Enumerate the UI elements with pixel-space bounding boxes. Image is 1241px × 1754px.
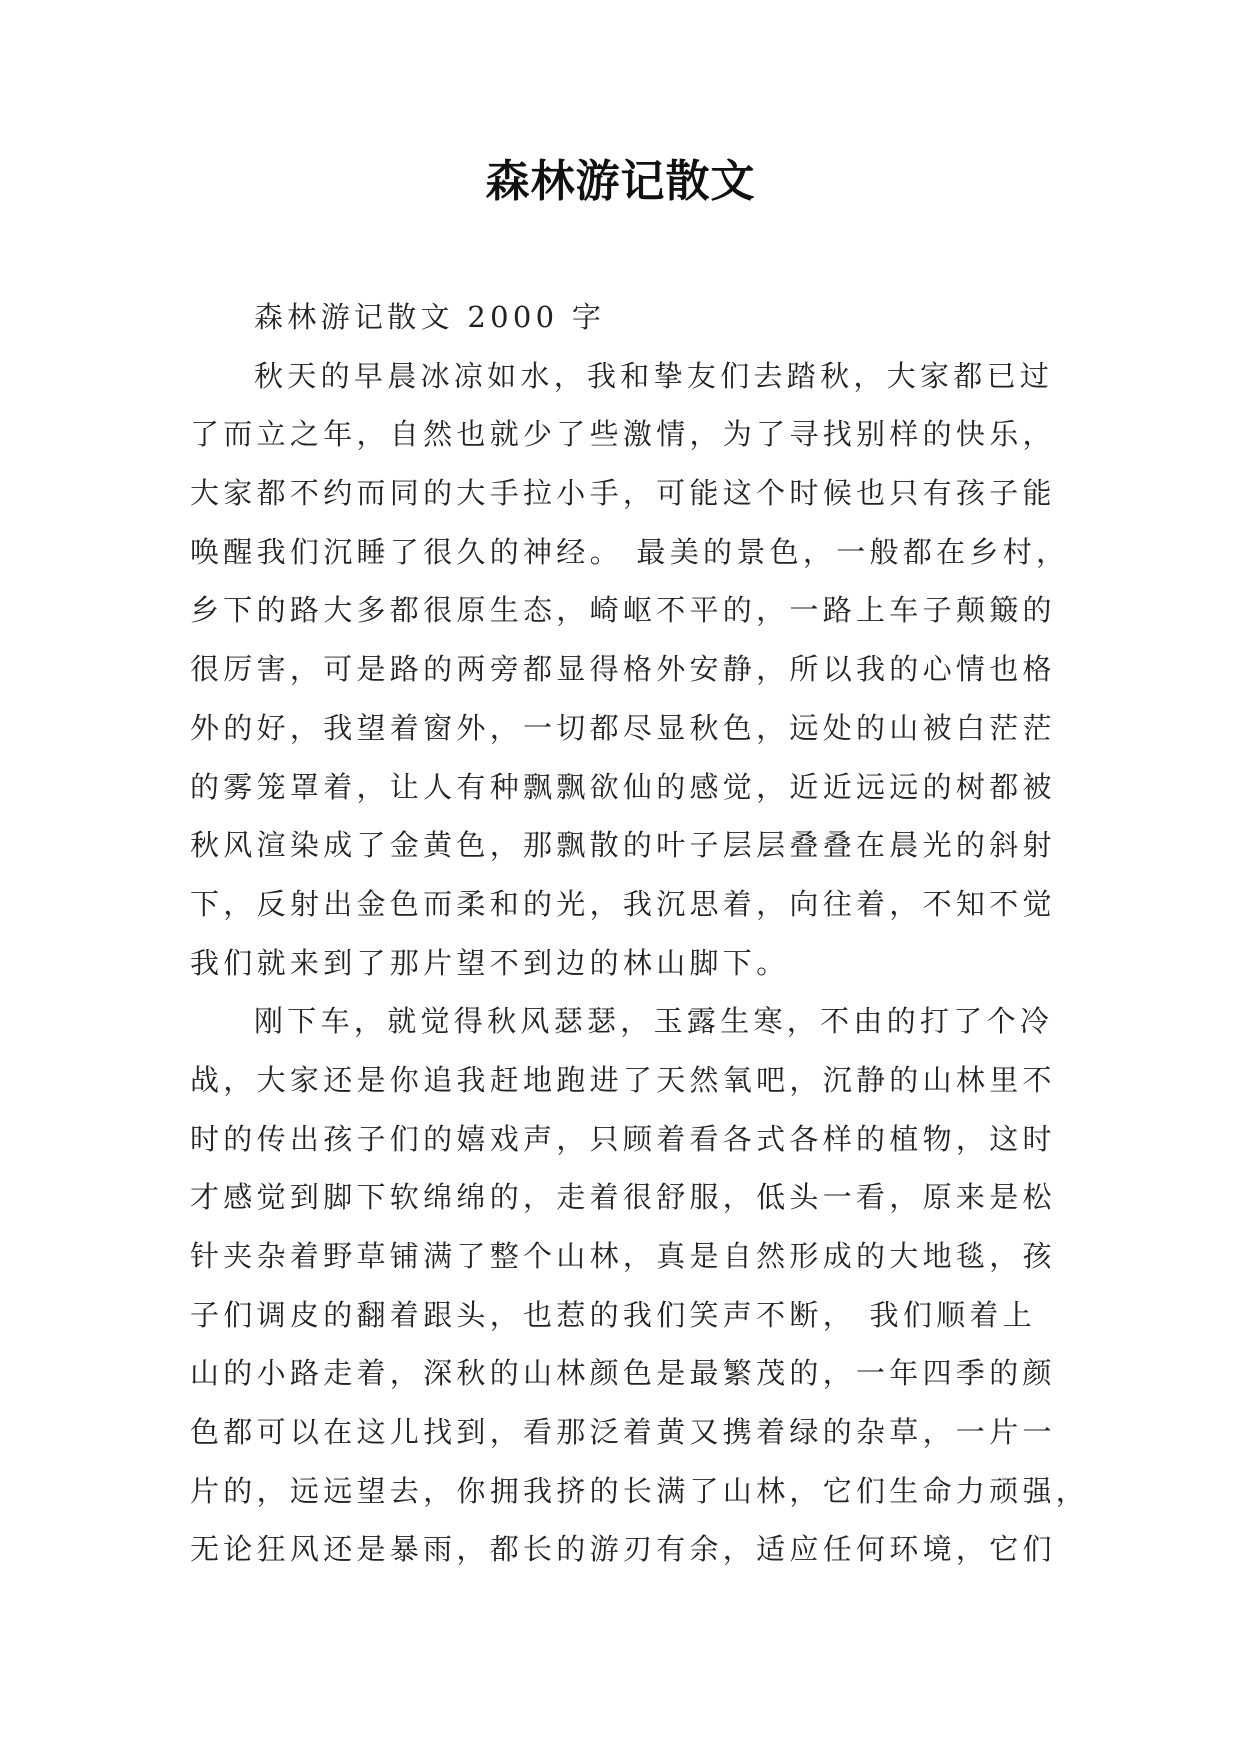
paragraph-line: 秋风渲染成了金黄色，那飘散的叶子层层叠叠在晨光的斜射 [190, 828, 1056, 863]
paragraph-line: 山的小路走着，深秋的山林颜色是最繁茂的，一年四季的颜 [190, 1356, 1056, 1391]
paragraph-line: 的雾笼罩着，让人有种飘飘欲仙的感觉，近近远远的树都被 [190, 769, 1056, 804]
paragraph-line: 大家都不约而同的大手拉小手，可能这个时候也只有孩子能 [190, 476, 1056, 511]
paragraph-line: 秋天的早晨冰凉如水，我和挚友们去踏秋，大家都已过 [254, 358, 1054, 393]
paragraph-line: 我们就来到了那片望不到边的林山脚下。 [190, 945, 790, 980]
paragraph-line: 乡下的路大多都很原生态，崎岖不平的，一路上车子颠簸的 [190, 593, 1056, 628]
paragraph-line: 下，反射出金色而柔和的光，我沉思着，向往着，不知不觉 [190, 886, 1056, 921]
paragraph-line: 外的好，我望着窗外，一切都尽显秋色，远处的山被白茫茫 [190, 710, 1056, 745]
paragraph-line: 战，大家还是你追我赶地跑进了天然氧吧，沉静的山林里不 [190, 1062, 1056, 1097]
document-title: 森林游记散文 [485, 156, 756, 207]
paragraph-line: 时的传出孩子们的嬉戏声，只顾着看各式各样的植物，这时 [190, 1121, 1056, 1156]
paragraph-line: 唤醒我们沉睡了很久的神经。 最美的景色，一般都在乡村， [190, 534, 1070, 569]
paragraph-line: 刚下车，就觉得秋风瑟瑟，玉露生寒，不由的打了个冷 [254, 1004, 1054, 1039]
paragraph-line: 很厉害，可是路的两旁都显得格外安静，所以我的心情也格 [190, 652, 1056, 687]
paragraph-line: 片的，远远望去，你拥我挤的长满了山林，它们生命力顽强， [190, 1473, 1090, 1508]
paragraph-line: 子们调皮的翻着跟头，也惹的我们笑声不断， 我们顺着上 [190, 1297, 1037, 1332]
paragraph-line: 才感觉到脚下软绵绵的，走着很舒服，低头一看，原来是松 [190, 1180, 1056, 1215]
document-body [190, 288, 1090, 1579]
paragraph-line: 无论狂风还是暴雨，都长的游刃有余，适应任何环境，它们 [190, 1532, 1056, 1567]
paragraph-line: 针夹杂着野草铺满了整个山林，真是自然形成的大地毯，孩 [190, 1239, 1056, 1273]
document-subtitle: 森林游记散文 2000 字 [254, 300, 606, 334]
paragraph-line: 色都可以在这儿找到，看那泛着黄又携着绿的杂草，一片一 [190, 1415, 1056, 1450]
paragraph-line: 了而立之年，自然也就少了些激情，为了寻找别样的快乐， [190, 417, 1056, 452]
